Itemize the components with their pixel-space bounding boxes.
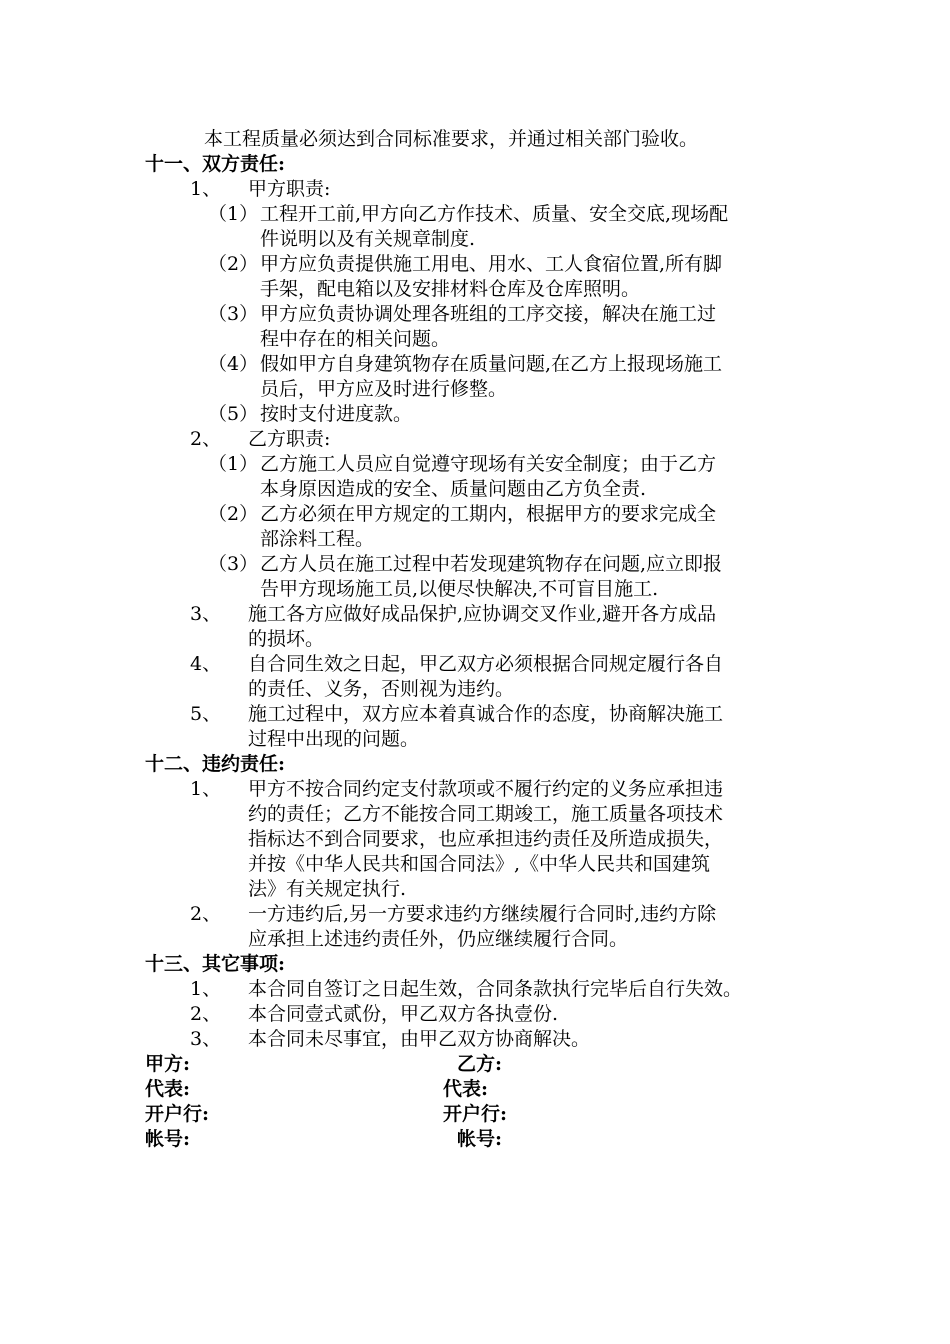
sub-11-1-3-line-1: 甲方应负责协调处理各班组的工序交接，解决在施工过 xyxy=(260,303,717,325)
item-12-1-line-1: 甲方不按合同约定支付款项或不履行约定的义务应承担违 xyxy=(248,778,724,800)
representative-a-label: 代表: xyxy=(145,1078,191,1100)
item-12-2-line-1: 一方违约后,另一方要求违约方继续履行合同时,违约方除 xyxy=(248,903,717,925)
item-11-1-number: 1、 xyxy=(190,178,222,200)
item-11-3-number: 3、 xyxy=(190,603,222,625)
item-11-2-label: 乙方职责: xyxy=(248,428,331,450)
sub-11-1-3-number: （3） xyxy=(208,303,259,325)
item-13-2-number: 2、 xyxy=(190,1003,222,1025)
sub-11-2-2-line-2: 部涂料工程。 xyxy=(260,528,375,550)
sub-11-1-4-line-1: 假如甲方自身建筑物存在质量问题,在乙方上报现场施工 xyxy=(260,353,723,375)
sub-11-2-1-number: （1） xyxy=(208,453,259,475)
item-11-4-line-2: 的责任、义务，否则视为违约。 xyxy=(248,678,515,700)
item-11-5-line-1: 施工过程中，双方应本着真诚合作的态度，协商解决施工 xyxy=(248,703,724,725)
item-11-3-line-2: 的损坏。 xyxy=(248,628,325,650)
sub-11-1-2-number: （2） xyxy=(208,253,259,275)
item-13-3-line-1: 本合同未尽事宜，由甲乙双方协商解决。 xyxy=(248,1028,591,1050)
sub-11-2-1-line-2: 本身原因造成的安全、质量问题由乙方负全责. xyxy=(260,478,647,500)
item-11-3-line-1: 施工各方应做好成品保护,应协调交叉作业,避开各方成品 xyxy=(248,603,717,625)
account-b-label: 帐号: xyxy=(457,1128,503,1150)
party-a-label: 甲方: xyxy=(145,1053,191,1075)
sub-11-2-2-number: （2） xyxy=(208,503,259,525)
section-13-heading: 十三、其它事项: xyxy=(145,953,286,975)
sub-11-1-1-line-1: 工程开工前,甲方向乙方作技术、质量、安全交底,现场配 xyxy=(260,203,729,225)
sub-11-1-4-number: （4） xyxy=(208,353,259,375)
sub-11-1-2-line-2: 手架，配电箱以及安排材料仓库及仓库照明。 xyxy=(260,278,641,300)
item-11-2-number: 2、 xyxy=(190,428,222,450)
account-a-label: 帐号: xyxy=(145,1128,191,1150)
section-12-heading: 十二、违约责任: xyxy=(145,753,286,775)
bank-b-label: 开户行: xyxy=(443,1103,508,1125)
sub-11-2-1-line-1: 乙方施工人员应自觉遵守现场有关安全制度；由于乙方 xyxy=(260,453,717,475)
sub-11-1-4-line-2: 员后，甲方应及时进行修整。 xyxy=(260,378,508,400)
representative-b-label: 代表: xyxy=(443,1078,489,1100)
party-b-label: 乙方: xyxy=(457,1053,503,1075)
item-11-4-line-1: 自合同生效之日起，甲乙双方必须根据合同规定履行各自 xyxy=(248,653,724,675)
sub-11-2-2-line-1: 乙方必须在甲方规定的工期内，根据甲方的要求完成全 xyxy=(260,503,717,525)
intro-text: 本工程质量必须达到合同标准要求，并通过相关部门验收。 xyxy=(204,128,699,150)
item-11-5-line-2: 过程中出现的问题。 xyxy=(248,728,420,750)
item-12-1-number: 1、 xyxy=(190,778,222,800)
bank-a-label: 开户行: xyxy=(145,1103,210,1125)
sub-11-1-5-number: （5） xyxy=(208,403,259,425)
item-12-1-line-2: 约的责任；乙方不能按合同工期竣工，施工质量各项技术 xyxy=(248,803,724,825)
item-12-1-line-4: 并按《中华人民共和国合同法》,《中华人民共和国建筑 xyxy=(248,853,711,875)
sub-11-2-3-line-1: 乙方人员在施工过程中若发现建筑物存在问题,应立即报 xyxy=(260,553,723,575)
item-12-2-number: 2、 xyxy=(190,903,222,925)
sub-11-1-2-line-1: 甲方应负责提供施工用电、用水、工人食宿位置,所有脚 xyxy=(260,253,723,275)
sub-11-2-3-line-2: 告甲方现场施工员,以便尽快解决,不可盲目施工. xyxy=(260,578,659,600)
item-11-4-number: 4、 xyxy=(190,653,222,675)
item-13-3-number: 3、 xyxy=(190,1028,222,1050)
sub-11-1-1-number: （1） xyxy=(208,203,259,225)
section-11-heading: 十一、双方责任: xyxy=(145,153,286,175)
item-12-1-line-5: 法》有关规定执行. xyxy=(248,878,407,900)
item-11-1-label: 甲方职责: xyxy=(248,178,331,200)
item-12-1-line-3: 指标达不到合同要求，也应承担违约责任及所造成损失， xyxy=(248,828,724,850)
item-13-2-line-1: 本合同壹式贰份，甲乙双方各执壹份. xyxy=(248,1003,559,1025)
sub-11-1-1-line-2: 件说明以及有关规章制度. xyxy=(260,228,476,250)
sub-11-2-3-number: （3） xyxy=(208,553,259,575)
sub-11-1-5-line-1: 按时支付进度款。 xyxy=(260,403,413,425)
item-13-1-number: 1、 xyxy=(190,978,222,1000)
item-12-2-line-2: 应承担上述违约责任外，仍应继续履行合同。 xyxy=(248,928,629,950)
sub-11-1-3-line-2: 程中存在的相关问题。 xyxy=(260,328,451,350)
item-13-1-line-1: 本合同自签订之日起生效，合同条款执行完毕后自行失效。 xyxy=(248,978,743,1000)
item-11-5-number: 5、 xyxy=(190,703,222,725)
